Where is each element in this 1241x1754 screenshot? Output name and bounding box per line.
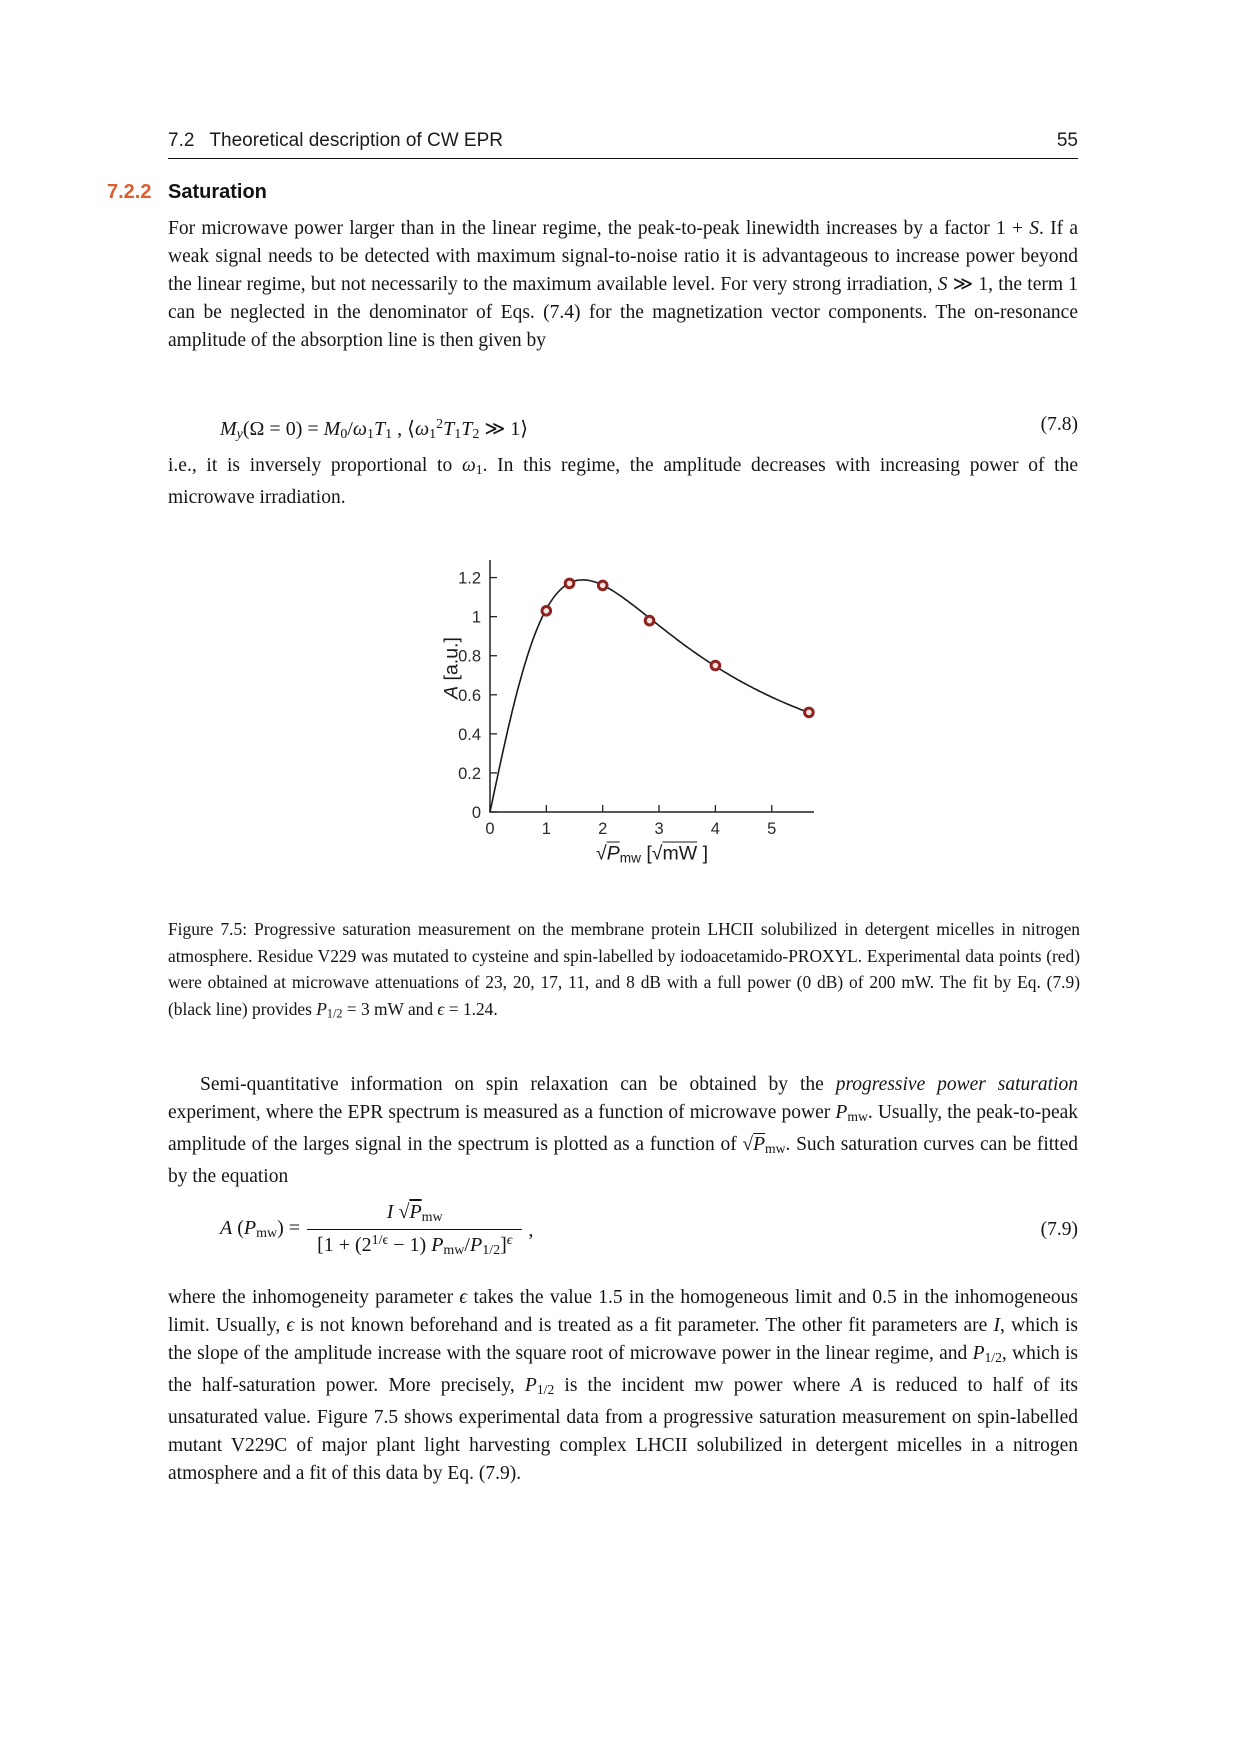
data-point [805, 708, 814, 717]
x-axis-label: √Pmw [√mW ] [596, 842, 708, 866]
x-tick-label: 5 [767, 820, 777, 838]
section-number: 7.2.2 [107, 181, 152, 203]
y-tick-label: 0.2 [458, 764, 481, 783]
data-point [542, 607, 551, 616]
paragraph-saturation-intro: For microwave power larger than in the linear regime, the peak-to-peak linewidth increases by a factor 1 + S. If a weak signal needs to be detected with maximum signal-to-noise ratio it is advantageous to increase power beyond the linear regime, but not necessarily to the maximum available level. For very strong irradiation, S ≫ 1, the term 1 can be neglected in the denominator of Eqs. (7.4) for the magnetization vector components. The on-resonance amplitude of the absorption line is then given by [168, 218, 1078, 351]
axes [490, 560, 814, 812]
data-point [711, 661, 720, 670]
x-tick-label: 3 [654, 820, 664, 838]
running-header [168, 130, 1078, 152]
equation-7-8-number: (7.8) [1040, 414, 1078, 435]
equation-7-9-denominator: [$1 + (2^{1/\epsilon} - 1)$ Pmw/P1/2]$^\epsilon$ [307, 1229, 522, 1259]
equation-7-9-lhs: A (Pmw) = [220, 1217, 301, 1242]
figure-caption: Figure 7.5: Progressive saturation measurement on the membrane protein LHCII solubilized in detergent micelles in nitrogen atmosphere. Residue V229 was mutated to cysteine and spin-labelled by iodoacetamido-PROXYL. Experimental data points (red) were obtained at microwave attenuations of 23, 20, 17, 11, and 8 dB with a full power (0 dB) of 200 mW. The fit by Eq. (7.9) (black line) provides P1/2 = 3 mW and ϵ = 1.24. [168, 919, 1080, 1021]
y-tick-label: 1 [471, 608, 481, 627]
equation-7-8-body: My(Ω = 0) = M0/ω1T1 , $⟨\omega 1^2T1T2$ ≫ 1⟩ [220, 417, 529, 443]
equation-7-9-comma: , [528, 1218, 534, 1241]
y-tick-label: 0.8 [458, 647, 481, 666]
y-axis-label: A [a.u.] [440, 637, 463, 699]
data-point [598, 581, 607, 590]
paragraph-progressive-saturation: Semi-quantitative information on spin relaxation can be obtained by the progressive power saturation experiment, where the EPR spectrum is measured as a function of microwave power Pmw. Usually, the peak-to-peak amplitude of the larges signal in the spectrum is plotted as a function of √Pmw. Such saturation curves can be fitted by the equation [168, 1074, 1079, 1187]
equation-7-9-fraction [307, 1201, 522, 1259]
equation-7-9-body [220, 1201, 533, 1259]
header-rule [168, 158, 1078, 159]
y-tick-label: 0.4 [458, 725, 481, 744]
running-section-title: Theoretical description of CW EPR [209, 130, 503, 151]
saturation-chart [400, 540, 850, 860]
data-point [565, 579, 574, 588]
equation-7-8 [168, 404, 1078, 446]
equation-7-9 [168, 1196, 1078, 1264]
y-tick-label: 0 [471, 804, 481, 822]
equation-7-9-numerator: I √Pmw [386, 1200, 443, 1225]
data-point [645, 616, 654, 625]
x-tick-label: 0 [485, 820, 495, 838]
y-tick-label: 0.6 [458, 686, 481, 705]
fit-curve [490, 580, 808, 812]
running-section-number: 7.2 [168, 130, 195, 151]
x-tick-label: 4 [710, 820, 720, 838]
section-title: Saturation [168, 181, 267, 203]
equation-7-9-number: (7.9) [1040, 1219, 1078, 1240]
y-tick-label: 1.2 [458, 569, 481, 588]
x-tick-label: 2 [598, 820, 608, 838]
paragraph-fit-parameters: where the inhomogeneity parameter ϵ takes the value 1.5 in the homogeneous limit and 0.5 in the inhomogeneous limit. Usually, ϵ is not known beforehand and is treated as a fit parameter. The other fit parameters are I, which is the slope of the amplitude increase with the square root of microwave power in the linear regime, and P1/2, which is the half-saturation power. More precisely, P1/2 is the incident mw power where A is reduced to half of its unsaturated value. Figure 7.5 shows experimental data from a progressive saturation measurement on spin-labelled mutant V229C of major plant light harvesting complex LHCII solubilized in detergent micelles in a nitrogen atmosphere and a fit of this data by Eq. (7.9). [168, 1287, 1078, 1484]
page-number: 55 [1056, 130, 1078, 151]
paragraph-inverse-proportional: i.e., it is inversely proportional to ω1. In this regime, the amplitude decreases with increasing power of the microwave irradiation. [168, 455, 1079, 508]
x-tick-label: 1 [541, 820, 551, 838]
